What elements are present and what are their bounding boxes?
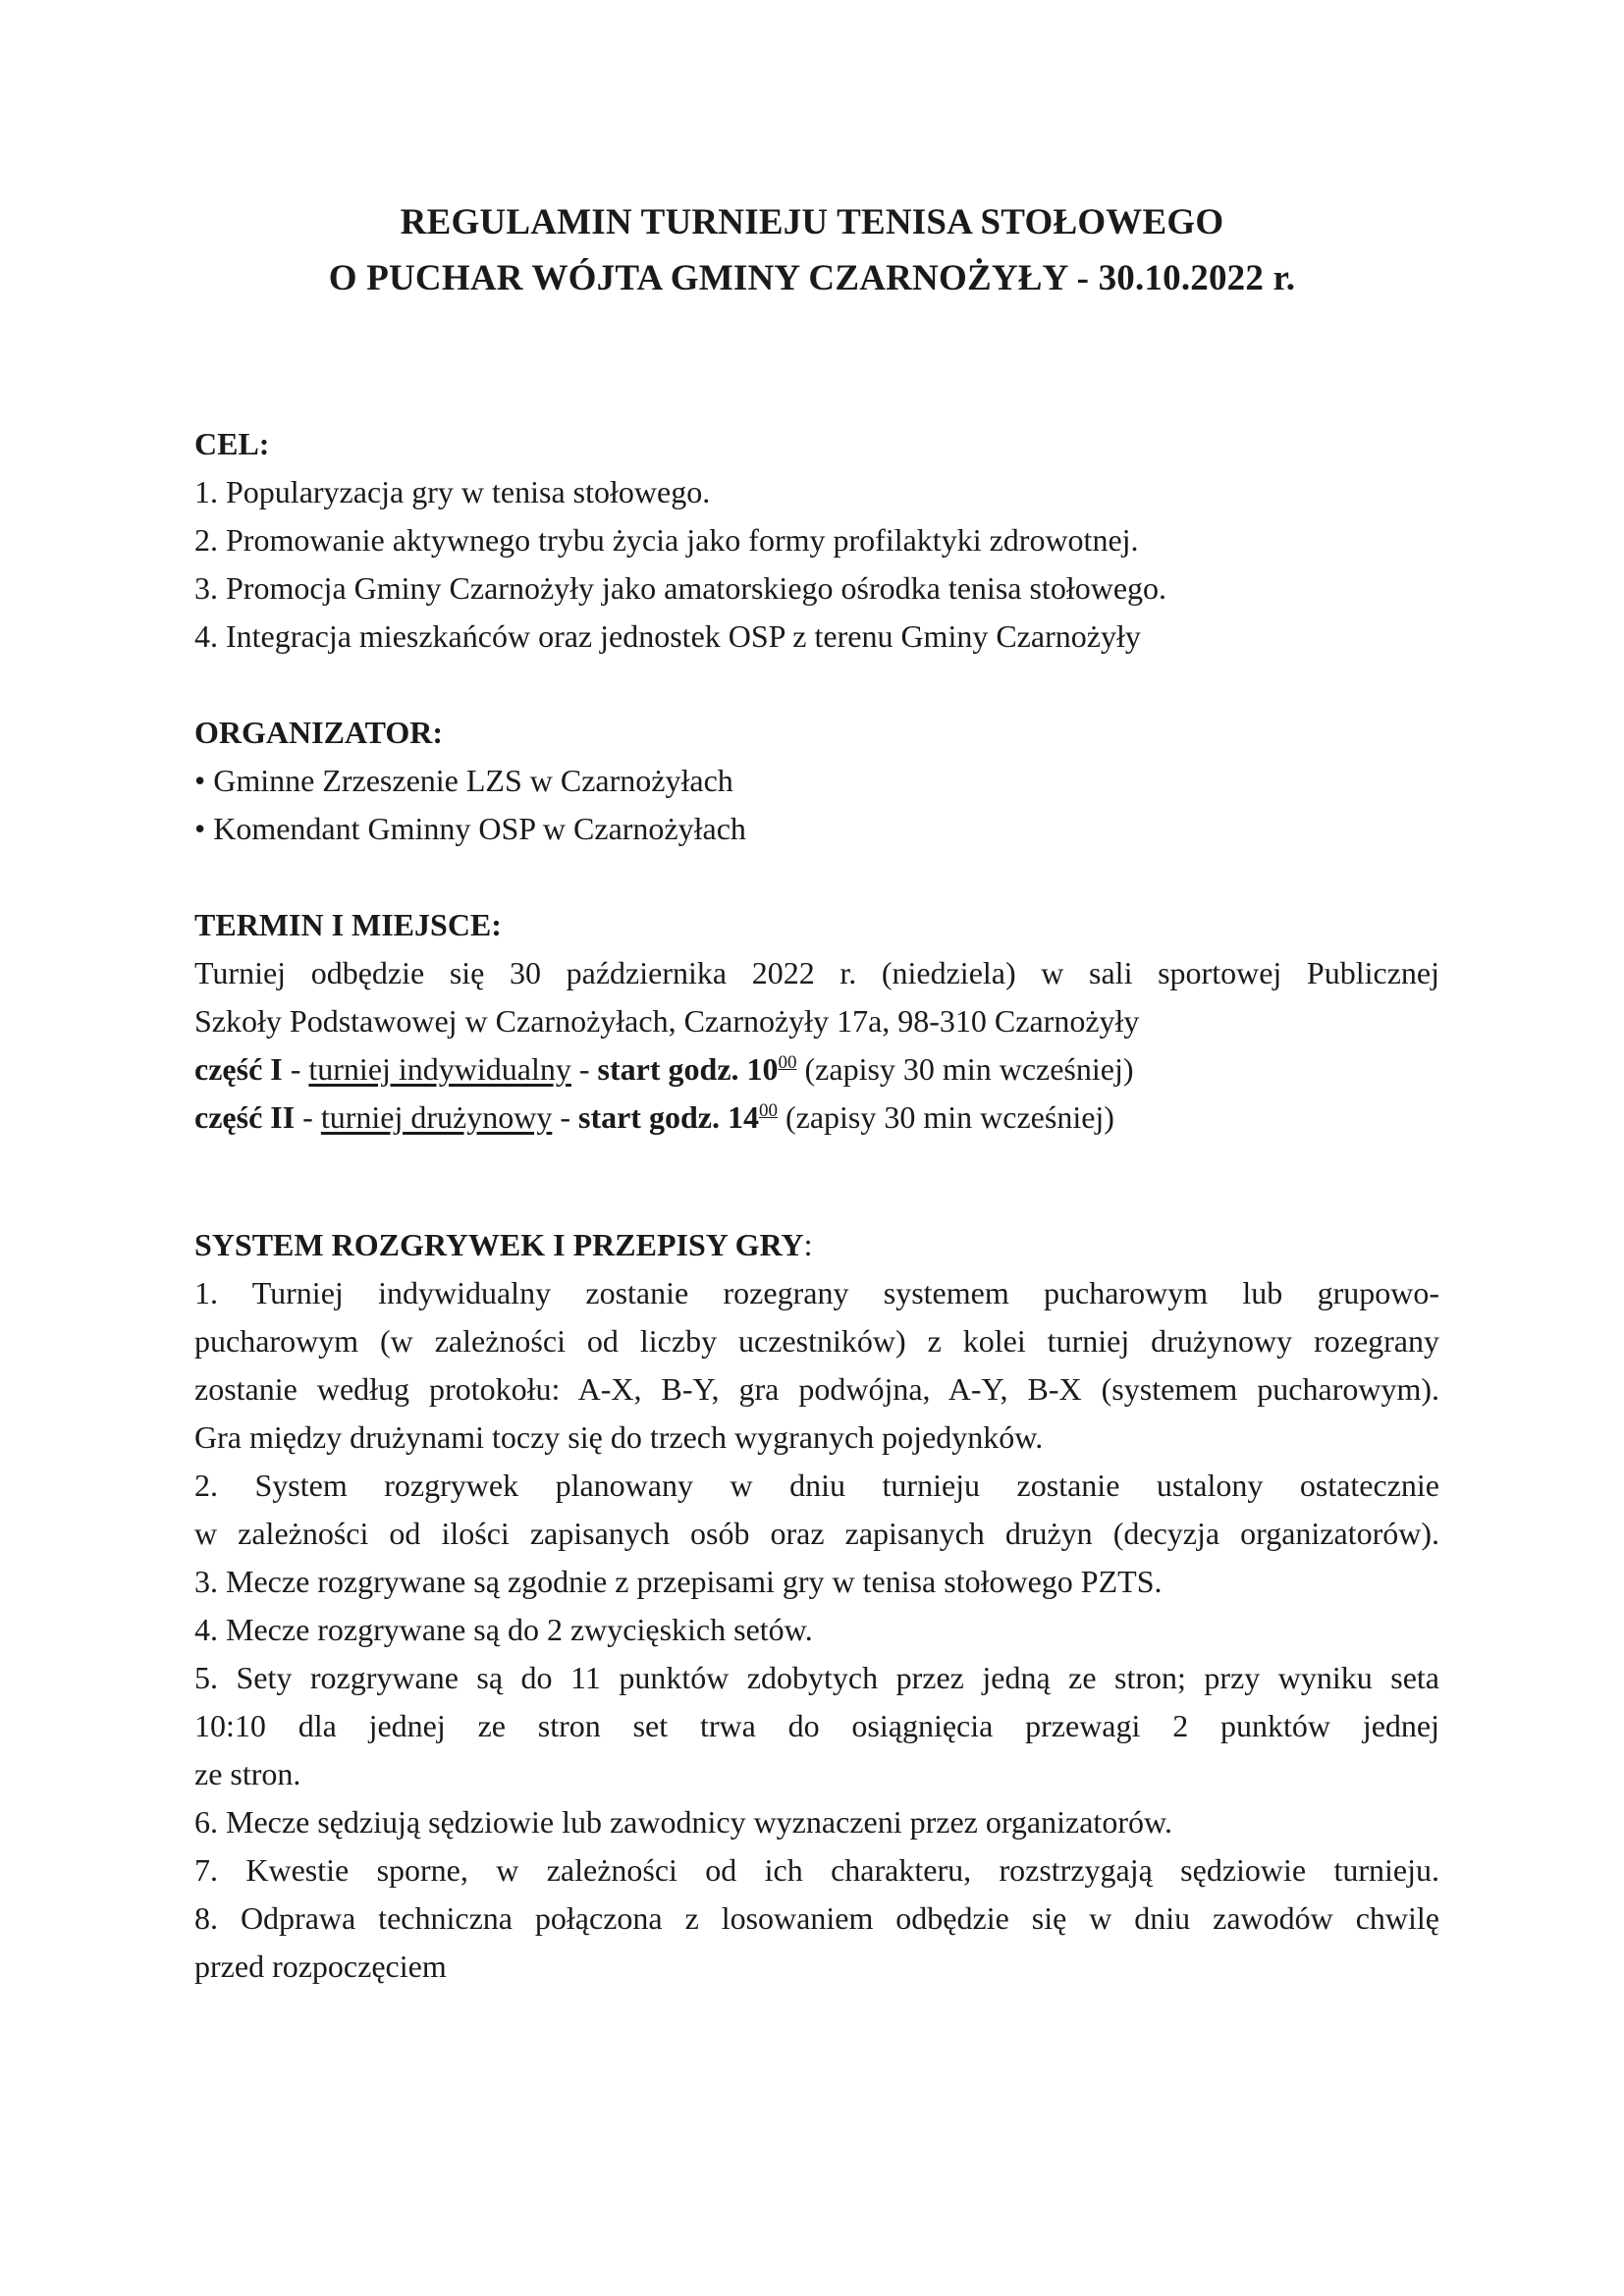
system-line-15: przed rozpoczęciem: [194, 1949, 447, 1984]
system-line-2: pucharowym (w zależności od liczby uczestników) z kolei turniej drużynowy rozegrany: [194, 1323, 1439, 1359]
termin-part-2: [194, 1094, 1439, 1142]
termin-part-1: [194, 1045, 1439, 1094]
organizator-item-2: • Komendant Gminny OSP w Czarnożyłach: [194, 811, 746, 846]
system-line-7: 3. Mecze rozgrywane są zgodnie z przepisami gry w tenisa stołowego PZTS.: [194, 1564, 1163, 1599]
system-line-14: 8. Odprawa techniczna połączona z losowaniem odbędzie się w dniu zawodów chwilę: [194, 1900, 1439, 1936]
part-1-note: (zapisy 30 min wcześniej): [796, 1051, 1134, 1087]
part-2-sep-2: -: [552, 1099, 578, 1135]
section-heading-termin: TERMIN I MIEJSCE:: [194, 907, 502, 942]
part-2-type: turniej drużynowy: [320, 1099, 553, 1135]
system-line-10: 10:10 dla jednej ze stron set trwa do osiągnięcia przewagi 2 punktów jednej: [194, 1708, 1439, 1743]
part-1-minutes: 00: [778, 1052, 797, 1073]
system-line-4: Gra między drużynami toczy się do trzech wygranych pojedynków.: [194, 1419, 1044, 1455]
system-line-8: 4. Mecze rozgrywane są do 2 zwycięskich setów.: [194, 1612, 813, 1647]
part-1-sep-2: -: [570, 1051, 598, 1087]
termin-line-2: Szkoły Podstawowej w Czarnożyłach, Czarnożyły 17a, 98-310 Czarnożyły: [194, 1003, 1140, 1039]
system-line-3: zostanie według protokołu: A-X, B-Y, gra podwójna, A-Y, B-X (systemem pucharowym).: [194, 1371, 1439, 1407]
system-line-9: 5. Sety rozgrywane są do 11 punktów zdobytych przez jedną ze stron; przy wyniku seta: [194, 1660, 1439, 1695]
part-1-sep-1: -: [282, 1051, 309, 1087]
part-2-start: start godz. 14: [577, 1099, 759, 1135]
section-heading-cel: CEL:: [194, 426, 270, 461]
cel-item-3: 3. Promocja Gminy Czarnożyły jako amatorskiego ośrodka tenisa stołowego.: [194, 570, 1167, 606]
organizator-item-1: • Gminne Zrzeszenie LZS w Czarnożyłach: [194, 763, 733, 798]
cel-item-2: 2. Promowanie aktywnego trybu życia jako formy profilaktyki zdrowotnej.: [194, 522, 1139, 558]
system-line-12: 6. Mecze sędziują sędziowie lub zawodnicy wyznaczeni przez organizatorów.: [194, 1804, 1172, 1840]
system-heading-colon: :: [803, 1227, 813, 1262]
part-2-minutes: 00: [758, 1100, 778, 1121]
system-line-6: w zależności od ilości zapisanych osób oraz zapisanych drużyn (decyzja organizatorów).: [194, 1516, 1439, 1551]
system-line-13: 7. Kwestie sporne, w zależności od ich charakteru, rozstrzygają sędziowie turnieju.: [194, 1852, 1439, 1888]
cel-item-4: 4. Integracja mieszkańców oraz jednostek OSP z terenu Gminy Czarnożyły: [194, 618, 1141, 654]
part-2-label: część II: [194, 1099, 296, 1135]
system-line-5: 2. System rozgrywek planowany w dniu turnieju zostanie ustalony ostatecznie: [194, 1468, 1439, 1503]
part-2-note: (zapisy 30 min wcześniej): [777, 1099, 1114, 1135]
document-title-line-2: O PUCHAR WÓJTA GMINY CZARNOŻYŁY - 30.10.2022 r.: [328, 258, 1296, 298]
system-heading-text: SYSTEM ROZGRYWEK I PRZEPISY GRY: [194, 1227, 804, 1262]
document-title-line-1: REGULAMIN TURNIEJU TENISA STOŁOWEGO: [400, 202, 1224, 242]
system-line-11: ze stron.: [194, 1756, 301, 1791]
cel-item-1: 1. Popularyzacja gry w tenisa stołowego.: [194, 474, 711, 509]
part-1-start: start godz. 10: [597, 1051, 779, 1087]
termin-line-1: Turniej odbędzie się 30 października 2022 r. (niedziela) w sali sportowej Publicznej: [194, 955, 1439, 990]
section-heading-organizator: ORGANIZATOR:: [194, 715, 444, 750]
part-1-label: część I: [194, 1051, 283, 1087]
section-heading-system: [194, 1221, 1439, 1269]
document-body: [194, 420, 1439, 1991]
system-line-1: 1. Turniej indywidualny zostanie rozegrany systemem pucharowym lub grupowo-: [194, 1275, 1439, 1310]
part-1-type: turniej indywidualny: [308, 1051, 571, 1087]
part-2-sep-1: -: [295, 1099, 321, 1135]
